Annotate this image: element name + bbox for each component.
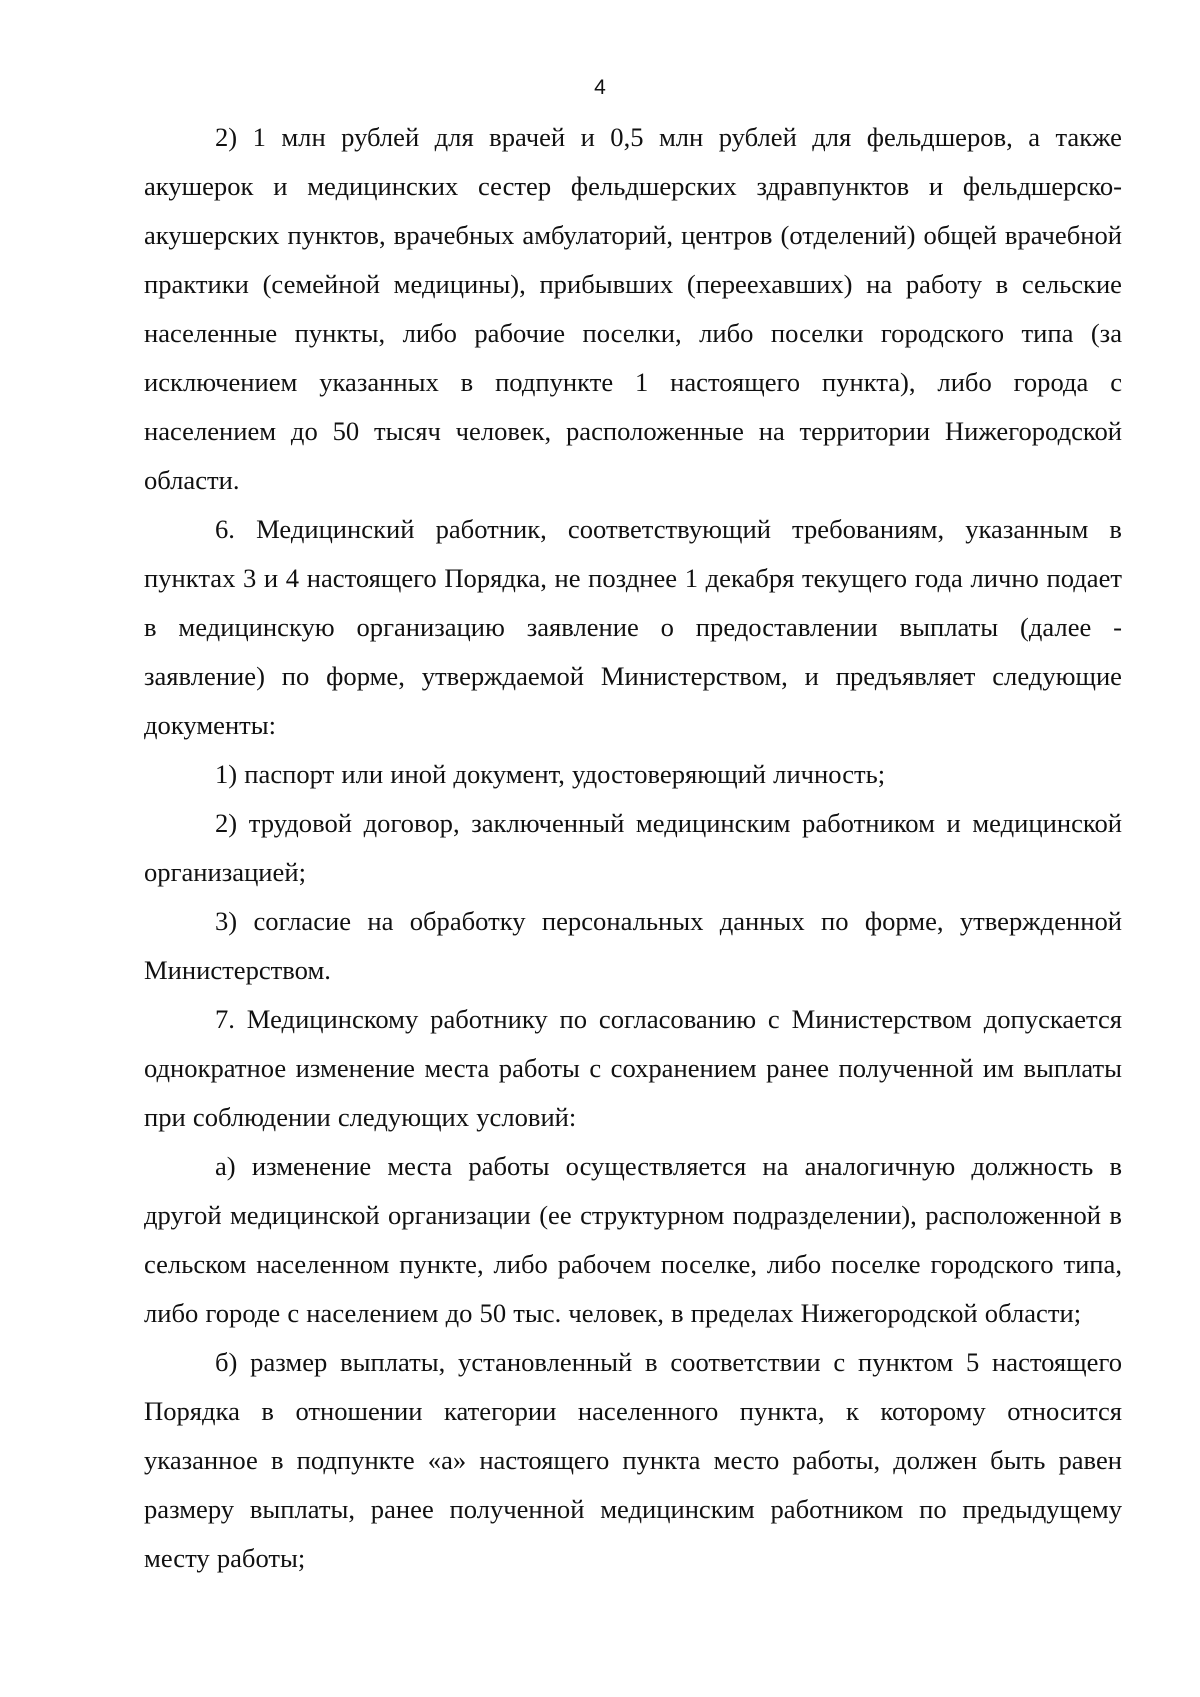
paragraph-6-1: 1) паспорт или иной документ, удостоверяющий личность; xyxy=(215,759,886,789)
paragraph-7: 7. Медицинскому работнику по согласованию с Министерством допускается однократное изменение места работы с сохранением ранее полученной им выплаты при соблюдении следующих условий: xyxy=(144,1004,1122,1132)
paragraph-7-b: б) размер выплаты, установленный в соответствии с пунктом 5 настоящего Порядка в отношении категории населенного пункта, к которому относится указанное в подпункте «а» настоящего пункта место работы, должен быть равен размеру выплаты, ранее полученной медицинским работником по предыдущему месту работы; xyxy=(144,1347,1122,1573)
paragraph-6-2: 2) трудовой договор, заключенный медицинским работником и медицинской организацией; xyxy=(144,808,1122,887)
page-number: 4 xyxy=(594,76,606,99)
paragraph-6-3: 3) согласие на обработку персональных данных по форме, утвержденной Министерством. xyxy=(144,906,1122,985)
document-body xyxy=(144,113,1122,1583)
paragraph-6: 6. Медицинский работник, соответствующий требованиям, указанным в пунктах 3 и 4 настоящего Порядка, не позднее 1 декабря текущего года лично подает в медицинскую организацию заявление о предоставлении выплаты (далее - заявление) по форме, утверждаемой Министерством, и предъявляет следующие документы: xyxy=(144,514,1122,740)
paragraph-7-a: а) изменение места работы осуществляется на аналогичную должность в другой медицинской организации (ее структурном подразделении), расположенной в сельском населенном пункте, либо рабочем поселке, либо поселке городского типа, либо городе с населением до 50 тыс. человек, в пределах Нижегородской области; xyxy=(144,1151,1122,1328)
paragraph-5-2: 2) 1 млн рублей для врачей и 0,5 млн рублей для фельдшеров, а также акушерок и медицинских сестер фельдшерских здравпунктов и фельдшерско-акушерских пунктов, врачебных амбулаторий, центров (отделений) общей врачебной практики (семейной медицины), прибывших (переехавших) на работу в сельские населенные пункты, либо рабочие поселки, либо поселки городского типа (за исключением указанных в подпункте 1 настоящего пункта), либо города с населением до 50 тысяч человек, расположенные на территории Нижегородской области. xyxy=(144,122,1122,495)
